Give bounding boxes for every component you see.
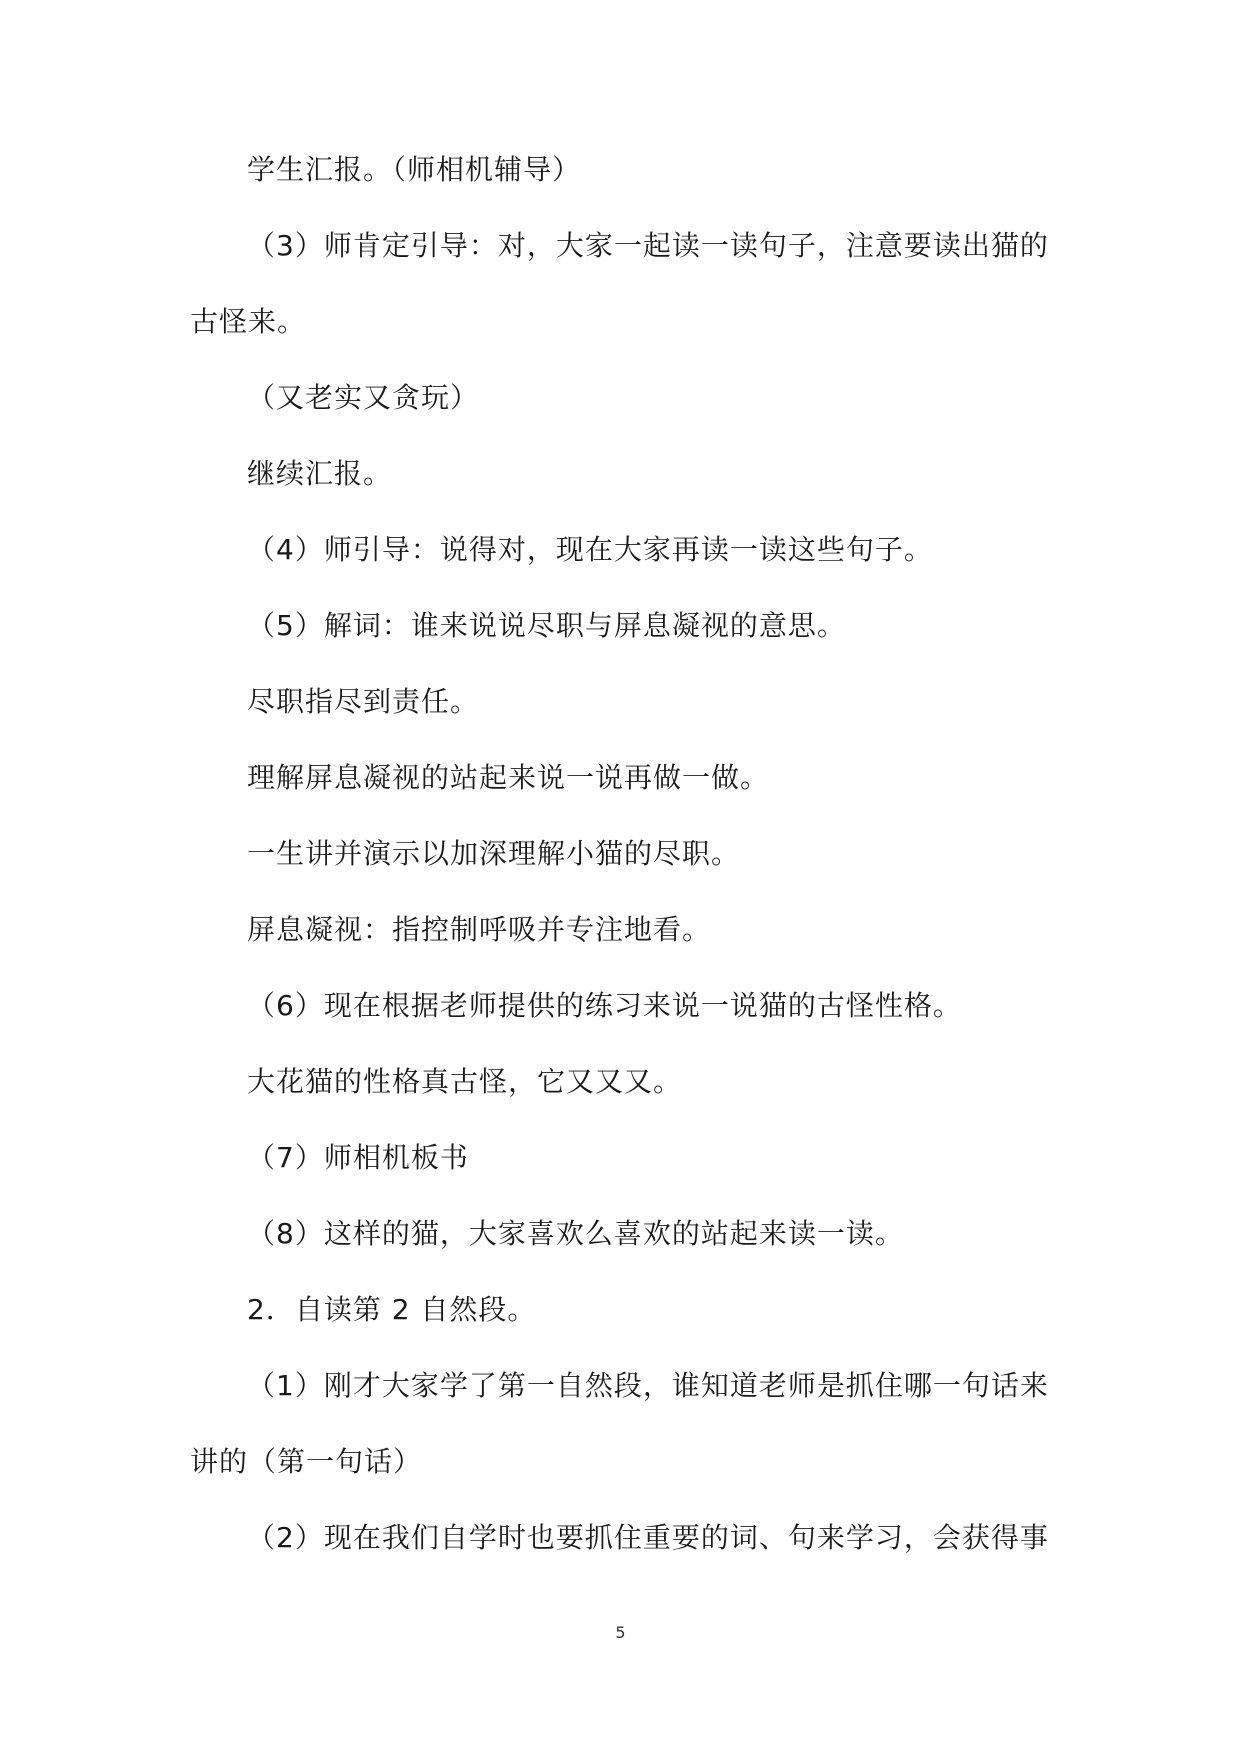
paragraph-line-16: 2．自读第 2 自然段。: [247, 1293, 537, 1326]
paragraph-line-13: 大花猫的性格真古怪，它又又又。: [247, 1065, 683, 1098]
paragraph-line-1: 学生汇报。（师相机辅导）: [247, 153, 582, 186]
paragraph-line-6: （4）师引导：说得对，现在大家再读一读这些句子。: [247, 533, 933, 566]
paragraph-line-5: 继续汇报。: [247, 457, 393, 490]
paragraph-line-10: 一生讲并演示以加深理解小猫的尽职。: [247, 837, 741, 870]
page-number: 5: [615, 1623, 626, 1642]
paragraph-line-2: （3）师肯定引导：对，大家一起读一读句子，注意要读出猫的: [247, 229, 1049, 262]
paragraph-line-7: （5）解词：谁来说说尽职与屏息凝视的意思。: [247, 609, 846, 642]
paragraph-line-19: （2）现在我们自学时也要抓住重要的词、句来学习，会获得事: [247, 1521, 1049, 1554]
paragraph-line-9: 理解屏息凝视的站起来说一说再做一做。: [247, 761, 770, 794]
paragraph-line-15: （8）这样的猫，大家喜欢么喜欢的站起来读一读。: [247, 1217, 904, 1250]
paragraph-line-11: 屏息凝视：指控制呼吸并专注地看。: [247, 913, 712, 946]
paragraph-line-18: 讲的（第一句话）: [190, 1445, 423, 1478]
paragraph-line-14: （7）师相机板书: [247, 1141, 469, 1174]
paragraph-line-4: （又老实又贪玩）: [247, 381, 480, 414]
paragraph-line-8: 尽职指尽到责任。: [247, 685, 480, 718]
paragraph-line-3: 古怪来。: [190, 305, 307, 338]
paragraph-line-17: （1）刚才大家学了第一自然段，谁知道老师是抓住哪一句话来: [247, 1369, 1049, 1402]
paragraph-line-12: （6）现在根据老师提供的练习来说一说猫的古怪性格。: [247, 989, 962, 1022]
